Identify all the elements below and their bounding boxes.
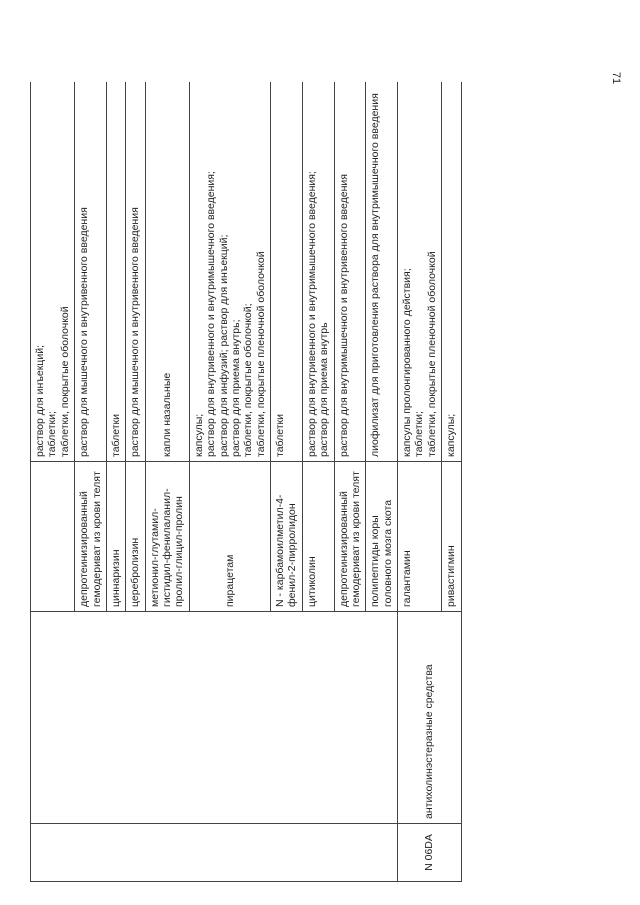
forms-cell: раствор для мышечного и внутривенного введения: [75, 82, 107, 462]
forms-cell: раствор для мышечного и внутривенного введения: [126, 82, 145, 462]
group-name-cell: антихолинэстеразные средства: [398, 612, 462, 824]
name-cell: метионил-глутамил-гистидил-фенилаланил-пролил-глицил-пролин: [145, 462, 189, 612]
forms-cell: раствор для внутримышечного и внутривенного введения: [334, 82, 366, 462]
name-cell: пирацетам: [189, 462, 270, 612]
forms-cell: лиофилизат для приготовления раствора для внутримышечного введения: [366, 82, 398, 462]
name-cell: [31, 462, 75, 612]
drug-table-container: [30, 82, 607, 882]
table-row: [31, 82, 75, 882]
forms-cell: раствор для инъекций; таблетки; таблетки, покрытые оболочкой: [31, 82, 75, 462]
table-row: [398, 82, 442, 882]
code-cell: [31, 824, 398, 882]
forms-cell: капсулы;: [442, 82, 461, 462]
atc-code-cell: N 06DA: [398, 824, 462, 882]
rotated-page-area: [30, 82, 607, 882]
name-cell: церебролизин: [126, 462, 145, 612]
forms-cell: капсулы пролонгированного действия; таблетки; таблетки, покрытые пленочной оболочкой: [398, 82, 442, 462]
name-cell: цитиколин: [302, 462, 334, 612]
name-cell: циннаризин: [106, 462, 125, 612]
name-cell: N - карбамоилметил-4-фенил-2-пирролидон: [271, 462, 303, 612]
forms-cell: капсулы; раствор для внутривенного и внутримышечного введения; раствор для инфузий; раствор для инъекций; раствор для приема внутрь; таблетки, покрытые оболочкой; таблетки, покрытые пленочной оболочкой: [189, 82, 270, 462]
name-cell: полипептиды коры головного мозга скота: [366, 462, 398, 612]
page-number: 71: [610, 71, 623, 85]
name-cell: депротеинизированный гемодериват из крови телят: [334, 462, 366, 612]
forms-cell: капли назальные: [145, 82, 189, 462]
name-cell: ривастигмин: [442, 462, 461, 612]
name-cell: галантамин: [398, 462, 442, 612]
group-cell: [31, 612, 398, 824]
name-cell: депротеинизированный гемодериват из крови телят: [75, 462, 107, 612]
forms-cell: таблетки: [271, 82, 303, 462]
forms-cell: таблетки: [106, 82, 125, 462]
drug-table: [30, 82, 462, 882]
forms-cell: раствор для внутривенного и внутримышечного введения; раствор для приема внутрь: [302, 82, 334, 462]
